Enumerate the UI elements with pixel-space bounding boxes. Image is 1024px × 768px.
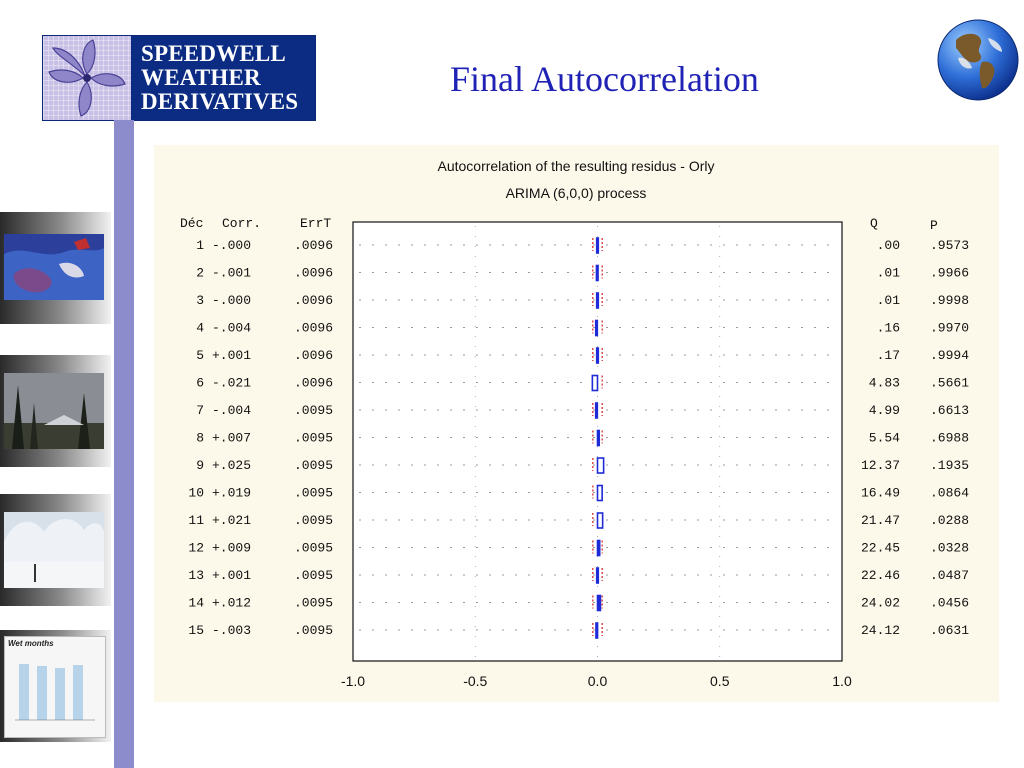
correlation-bar [598,596,601,611]
row-errt: .0096 [294,375,334,391]
row-corr: -.003 [212,623,252,638]
x-tick-label: 0.5 [710,673,730,689]
row-corr: -.021 [212,375,252,391]
row-p: .0631 [930,623,970,638]
row-errt: .0095 [294,458,334,473]
col-header-q: Q [870,216,878,231]
row-errt: .0096 [294,238,334,253]
row-errt: .0095 [294,403,334,418]
page-title: Final Autocorrelation [450,59,759,99]
row-q: 16.49 [860,485,900,501]
col-header-errt: ErrT [300,216,332,231]
row-corr: +.012 [212,595,252,611]
row-lag: 11 [188,513,204,528]
x-tick-label: 0.0 [587,673,608,689]
autocorrelation-chart-panel [154,145,999,702]
row-p: .9998 [930,293,970,308]
row-lag: 10 [188,485,204,501]
row-p: .9573 [930,238,970,253]
row-q: 24.02 [860,595,900,611]
row-q: 12.37 [860,458,900,473]
globe-icon [936,18,1020,102]
forest-photo-thumbnail [0,355,111,467]
chart-subtitle: ARIMA (6,0,0) process [505,185,647,201]
row-q: .00 [876,238,900,253]
row-q: .16 [876,320,900,336]
row-lag: 9 [196,458,204,473]
row-q: .17 [876,348,900,363]
row-lag: 1 [196,238,204,253]
row-q: 22.45 [860,540,900,556]
row-corr: +.019 [212,485,252,501]
row-errt: .0096 [294,293,334,308]
weather-map-thumbnail [0,212,111,324]
row-q: .01 [876,265,900,281]
row-lag: 3 [196,293,204,308]
logo-wordmark [131,36,315,120]
row-p: .1935 [930,458,970,473]
row-corr: -.004 [212,403,252,418]
row-errt: .0095 [294,540,334,556]
row-corr: +.001 [212,348,252,363]
row-errt: .0096 [294,265,334,281]
row-corr: +.001 [212,568,252,583]
correlation-bar [597,568,599,583]
row-p: .9966 [930,265,970,281]
correlation-bar [597,293,599,308]
row-lag: 5 [196,348,204,363]
row-p: .5661 [930,375,970,391]
row-errt: .0095 [294,623,334,638]
row-errt: .0095 [294,513,334,528]
correlation-bar [597,238,599,253]
row-q: 4.83 [868,375,900,391]
row-q: 21.47 [860,513,900,528]
x-tick-label: 1.0 [832,673,852,689]
x-tick-label: -1.0 [340,673,366,689]
correlation-bar [596,403,598,418]
correlation-bar [598,486,603,501]
row-errt: .0095 [294,485,334,501]
x-axis-ticks [341,673,852,689]
speedwell-logo [42,35,316,121]
col-header-corr: Corr. [222,216,262,231]
row-p: .6988 [930,430,970,446]
row-q: .01 [876,293,900,308]
row-lag: 15 [188,623,204,638]
row-lag: 2 [196,265,204,281]
x-tick-label: -0.5 [463,673,488,689]
correlation-bar [592,376,597,391]
row-lag: 4 [196,320,204,336]
row-p: .0288 [930,513,970,528]
row-p: .6613 [930,403,970,418]
flower-logo-icon [43,36,131,120]
logo-line-2: WEATHER [141,65,261,90]
correlation-bar [598,458,604,473]
logo-line-1: SPEEDWELL [141,41,286,66]
correlation-bar [598,431,600,446]
autocorrelation-chart [154,145,999,702]
row-p: .0456 [930,595,970,611]
row-corr: +.007 [212,430,252,446]
row-p: .9970 [930,320,970,336]
wet-months-chart-thumbnail [0,630,111,742]
row-corr: +.009 [212,540,252,556]
row-lag: 12 [188,540,204,556]
correlation-bar [598,513,603,528]
row-corr: -.000 [212,238,252,253]
row-corr: -.001 [212,265,252,281]
col-header-p: P [930,218,938,233]
row-errt: .0095 [294,595,334,611]
row-q: 4.99 [868,403,900,418]
correlation-bar [597,348,599,363]
row-lag: 14 [188,595,204,611]
correlation-bar [598,541,600,556]
row-errt: .0096 [294,320,334,336]
logo-line-3: DERIVATIVES [141,89,299,114]
row-corr: +.025 [212,458,252,473]
snow-photo-thumbnail [0,494,111,606]
decorative-side-bar [114,120,134,768]
row-errt: .0096 [294,348,334,363]
col-header-lag: Déc [180,216,204,231]
row-p: .9994 [930,348,970,363]
row-p: .0487 [930,568,970,583]
row-q: 22.46 [860,568,900,583]
row-lag: 6 [196,375,204,391]
row-corr: +.021 [212,513,252,528]
row-q: 5.54 [868,430,900,446]
row-corr: -.004 [212,320,252,336]
row-p: .0864 [930,485,970,501]
row-q: 24.12 [860,623,900,638]
row-corr: -.000 [212,293,252,308]
row-errt: .0095 [294,568,334,583]
chart-title: Autocorrelation of the resulting residus - Orly [437,158,715,174]
correlation-bar [596,321,598,336]
row-lag: 7 [196,403,204,418]
row-errt: .0095 [294,430,334,446]
wet-months-title: Wet months [8,639,54,648]
correlation-bar [596,623,598,638]
row-lag: 13 [188,568,204,583]
correlation-bar [596,266,598,281]
row-lag: 8 [196,430,204,446]
row-p: .0328 [930,540,970,556]
